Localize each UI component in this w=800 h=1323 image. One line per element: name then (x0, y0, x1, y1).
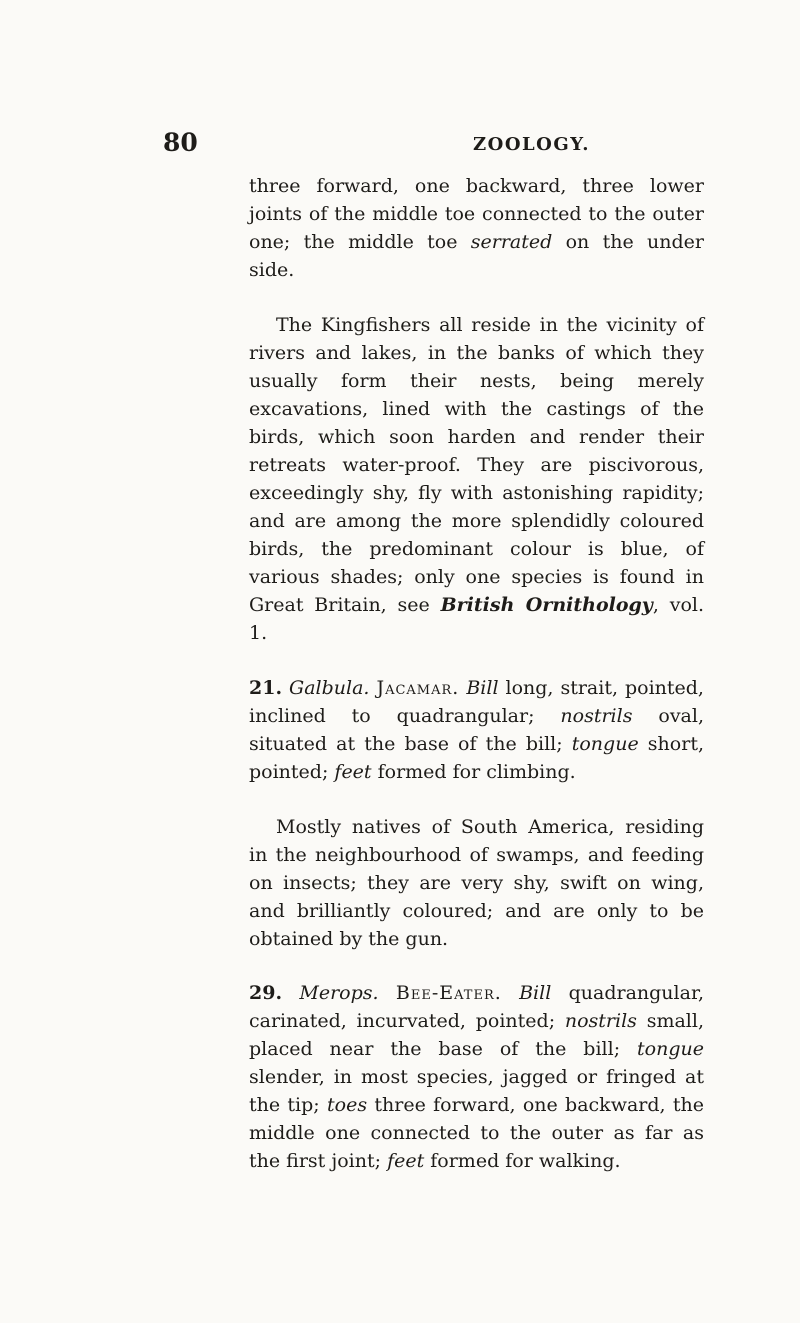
paragraph-jacamar-habits (249, 813, 704, 953)
italic-term: Bill (519, 982, 552, 1004)
italic-term: feet (387, 1150, 425, 1172)
genus-name: Galbula. (289, 677, 370, 699)
reference-title: British Ornithology (440, 594, 653, 616)
paragraph-kingfisher-habits (249, 311, 704, 647)
text-span: three forward, one backward, three lower joints of the middle toe connected to the outer one; the middle toe (249, 175, 704, 253)
text-span: formed for walking. (424, 1150, 621, 1172)
common-name: Jacamar. (376, 677, 460, 699)
page-header (163, 128, 690, 158)
text-span: , vol. 1. (249, 594, 705, 644)
text-span: slender, in most species, jagged or fringed at the tip; (249, 1066, 704, 1116)
genus-name: Merops. (299, 982, 379, 1004)
paragraph-galbula-entry (249, 674, 704, 786)
entry-number: 21. (249, 677, 283, 699)
italic-term-serrated: serrated (470, 231, 553, 253)
text-span: oval, situated at the base of the bill; (249, 705, 704, 755)
italic-term: nostrils (564, 1010, 637, 1032)
text-span: on the under side. (249, 231, 705, 281)
italic-term: Bill (466, 677, 499, 699)
italic-term: feet (334, 761, 372, 783)
text-span: short, pointed; (249, 733, 704, 783)
paragraph-merops-entry (249, 979, 704, 1175)
italic-term: toes (327, 1094, 368, 1116)
text-span: Mostly natives of South America, residing in the neighbourhood of swamps, and feeding on insects; they are very shy, swift on wing, and brilliantly coloured; and are only to be obtained by the gun. (249, 816, 704, 950)
running-head: ZOOLOGY. (473, 134, 591, 155)
text-span: small, placed near the base of the bill; (249, 1010, 704, 1060)
italic-term: tongue (571, 733, 639, 755)
text-span: three forward, one backward, the middle one connected to the outer as far as the first joint; (249, 1094, 704, 1172)
text-span: The Kingfishers all reside in the vicinity of rivers and lakes, in the banks of which they usually form their nests, being merely excavations, lined with the castings of the birds, which soon harden and render their retreats water-proof. They are piscivorous, exceedingly shy, fly with astonishing rapidity; and are among the more splendidly coloured birds, the predominant colour is blue, of various shades; only one species is found in Great Britain, see (249, 314, 704, 616)
text-span: quadrangular, carinated, incurvated, pointed; (249, 982, 704, 1032)
entry-number: 29. (249, 982, 283, 1004)
text-span: formed for climbing. (371, 761, 576, 783)
text-span: long, strait, pointed, inclined to quadrangular; (249, 677, 704, 727)
page-number: 80 (163, 128, 198, 157)
paragraph-kingfisher-characters (249, 172, 704, 284)
page-body (249, 172, 704, 1175)
italic-term: tongue (637, 1038, 704, 1060)
italic-term: nostrils (560, 705, 633, 727)
common-name: Bee-Eater. (395, 982, 502, 1004)
